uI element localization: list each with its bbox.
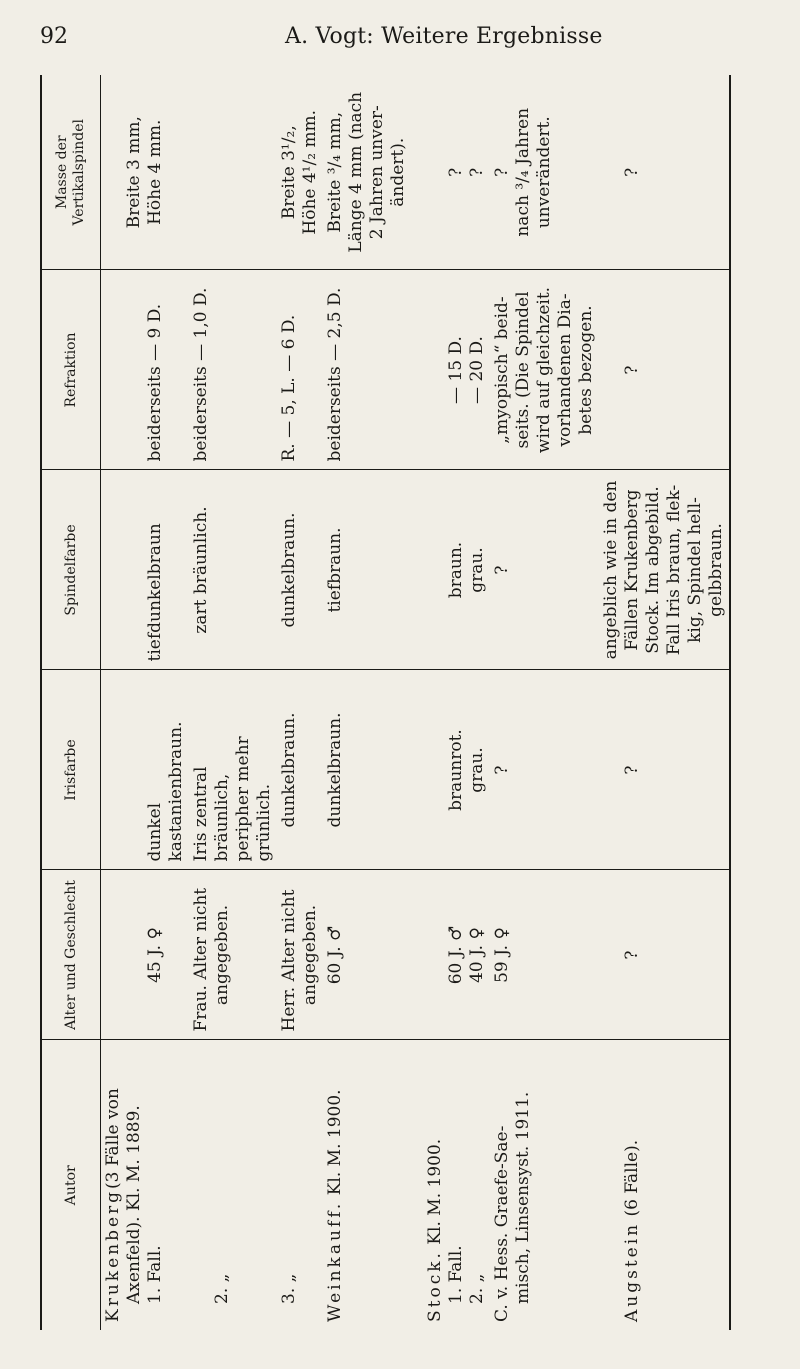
author-cell — [423, 1040, 490, 1330]
refraktion-value: — 20 D. — [467, 336, 487, 404]
case-label: 1. Fall. — [145, 1245, 165, 1304]
author-cell — [189, 1040, 277, 1330]
refraktion-cell — [277, 270, 323, 470]
spindel-line: gelbbraun. — [706, 523, 726, 617]
author-name: Stock. — [425, 1250, 445, 1322]
table-row — [490, 75, 599, 1330]
spindel-value: braun. — [446, 541, 466, 599]
iris-cell — [101, 670, 190, 870]
author-rest: Kl. M. 1900. — [325, 1089, 345, 1196]
iris-value: ? — [622, 765, 642, 775]
author-rest: Graefe-Sae- — [492, 1125, 512, 1228]
spindel-value: grau. — [467, 547, 487, 593]
author-cell — [323, 1040, 411, 1330]
table-row — [101, 75, 190, 1330]
author-name: C. v. Hess. — [492, 1232, 512, 1322]
running-title: A. Vogt: Weitere Ergebnisse — [285, 24, 603, 49]
age-value: 60 J. ♂ — [325, 925, 345, 985]
author-citation: misch, Linsensyst. 1911. — [513, 1091, 533, 1304]
spindel-line: Fällen Krukenberg — [622, 489, 642, 651]
spacer-row — [411, 75, 423, 1330]
masse-line: Länge 4 mm (nach — [346, 91, 366, 253]
rotated-table-container — [40, 75, 760, 1330]
masse-line: ? — [492, 167, 512, 177]
masse-cell — [189, 75, 277, 270]
iris-value: peripher mehr grünlich. — [233, 736, 274, 862]
spindle-cases-table — [40, 75, 731, 1330]
spindel-cell — [323, 470, 411, 670]
spindel-value: ? — [492, 565, 512, 575]
age-value: Herr. Alter nicht — [279, 889, 299, 1032]
table-row — [277, 75, 323, 1330]
author-cell — [490, 1040, 599, 1330]
table-row — [189, 75, 277, 1330]
masse-line: Breite 3 mm, — [124, 116, 144, 229]
age-cell — [599, 870, 730, 1040]
refraktion-value: ? — [622, 365, 642, 375]
table-header-row — [41, 75, 101, 1330]
refraktion-line: wird auf gleichzeit. — [534, 286, 554, 454]
spindel-value: dunkelbraun. — [279, 512, 299, 628]
spindel-value: tiefdunkelbraun — [145, 523, 165, 662]
case-label: 1. Fall. — [446, 1245, 466, 1304]
masse-cell — [101, 75, 190, 270]
age-cell — [189, 870, 277, 1040]
masse-cell — [277, 75, 323, 270]
spindel-value: zart bräunlich. — [191, 506, 211, 634]
header-irisfarbe: Irisfarbe — [41, 670, 101, 870]
age-cell — [490, 870, 599, 1040]
spindel-line: Fall Iris braun, flek- — [664, 484, 684, 656]
iris-value: Iris zentral bräunlich, — [191, 766, 232, 862]
iris-cell — [423, 670, 490, 870]
header-masse — [41, 75, 101, 270]
masse-line: Breite 3¹/₂, — [279, 125, 299, 220]
masse-line: unverändert. — [534, 116, 554, 229]
header-alter: Alter und Geschlecht — [41, 870, 101, 1040]
spindel-cell — [101, 470, 190, 670]
age-value: 60 J. ♂ — [446, 925, 466, 985]
age-cell — [423, 870, 490, 1040]
iris-value: braunrot. — [446, 729, 466, 811]
iris-cell — [323, 670, 411, 870]
masse-line: ändert). — [388, 137, 408, 207]
header-masse-line1: Masse der — [54, 135, 70, 210]
refraktion-cell — [189, 270, 277, 470]
author-cell — [277, 1040, 323, 1330]
case-label: 2. „ — [212, 1273, 232, 1304]
header-refraktion: Refraktion — [41, 270, 101, 470]
age-value: angegeben. — [212, 904, 232, 1006]
iris-cell — [277, 670, 323, 870]
masse-line: Höhe 4 mm. — [145, 119, 165, 225]
spindel-cell — [599, 470, 730, 670]
refraktion-line: betes bezogen. — [576, 305, 596, 435]
spindel-value: tiefbraun. — [325, 527, 345, 613]
refraktion-line: „myopisch“ beid- — [492, 296, 512, 444]
iris-value: dunkelbraun. — [279, 712, 299, 828]
age-value: 45 J. ♀ — [145, 927, 165, 983]
age-value: 59 J. ♀ — [492, 927, 512, 983]
masse-line: Breite ³/₄ mm, — [325, 111, 345, 233]
spindel-line: angeblich wie in den — [601, 480, 621, 660]
spindel-cell — [189, 470, 277, 670]
author-name: Weinkauff. — [325, 1200, 345, 1322]
page-header — [0, 0, 800, 60]
masse-cell — [423, 75, 490, 270]
refraktion-cell — [599, 270, 730, 470]
author-rest: Kl. M. 1900. — [425, 1138, 445, 1245]
page-number: 92 — [40, 24, 68, 49]
age-value: 40 J. ♀ — [467, 927, 487, 983]
spindel-cell — [490, 470, 599, 670]
author-rest: (6 Fälle). — [622, 1139, 642, 1217]
masse-line: ? — [467, 167, 487, 177]
masse-cell — [490, 75, 599, 270]
refraktion-value: beiderseits — 2,5 D. — [325, 287, 345, 462]
age-cell — [277, 870, 323, 1040]
iris-value: ? — [492, 765, 512, 775]
table-row — [323, 75, 411, 1330]
masse-line: Höhe 4¹/₂ mm. — [300, 109, 320, 235]
spindel-cell — [277, 470, 323, 670]
refraktion-cell — [101, 270, 190, 470]
refraktion-value: R. — 5, L. — 6 D. — [279, 314, 299, 462]
iris-cell — [599, 670, 730, 870]
spindel-cell — [423, 470, 490, 670]
age-cell — [101, 870, 190, 1040]
iris-cell — [490, 670, 599, 870]
masse-line: 2 Jahren unver- — [367, 105, 387, 240]
refraktion-cell — [423, 270, 490, 470]
table-row — [423, 75, 490, 1330]
header-autor: Autor — [41, 1040, 101, 1330]
spindel-line: Stock. Im abgebild. — [643, 486, 663, 654]
case-label: 3. „ — [279, 1273, 299, 1304]
iris-cell — [189, 670, 277, 870]
case-label: 2. „ — [467, 1273, 487, 1304]
header-masse-line2: Vertikalspindel — [71, 118, 87, 226]
author-citation: Axenfeld). Kl. M. 1889. — [124, 1105, 144, 1304]
iris-value: grau. — [467, 747, 487, 793]
author-cell — [101, 1040, 190, 1330]
refraktion-cell — [323, 270, 411, 470]
age-value: Frau. Alter nicht — [191, 887, 211, 1032]
table-row — [599, 75, 730, 1330]
masse-cell — [323, 75, 411, 270]
masse-line: ? — [446, 167, 466, 177]
header-spindelfarbe: Spindelfarbe — [41, 470, 101, 670]
refraktion-line: seits. (Die Spindel — [513, 291, 533, 449]
author-name: Augstein — [622, 1221, 642, 1322]
age-value: angegeben. — [300, 904, 320, 1006]
refraktion-cell — [490, 270, 599, 470]
masse-line: nach ³/₄ Jahren — [513, 107, 533, 237]
author-rest: (3 Fälle von — [103, 1088, 123, 1189]
refraktion-value: beiderseits — 1,0 D. — [191, 287, 211, 462]
refraktion-value: beiderseits — 9 D. — [145, 303, 165, 462]
iris-value: dunkelbraun. — [325, 712, 345, 828]
masse-cell — [599, 75, 730, 270]
iris-value: dunkel kastanienbraun. — [145, 721, 186, 862]
spindel-line: kig, Spindel hell- — [685, 497, 705, 643]
author-cell — [599, 1040, 730, 1330]
refraktion-value: — 15 D. — [446, 336, 466, 404]
age-cell — [323, 870, 411, 1040]
masse-line: ? — [622, 167, 642, 177]
age-value: ? — [622, 950, 642, 960]
author-name: Krukenberg — [103, 1188, 123, 1322]
refraktion-line: vorhandenen Dia- — [555, 293, 575, 447]
